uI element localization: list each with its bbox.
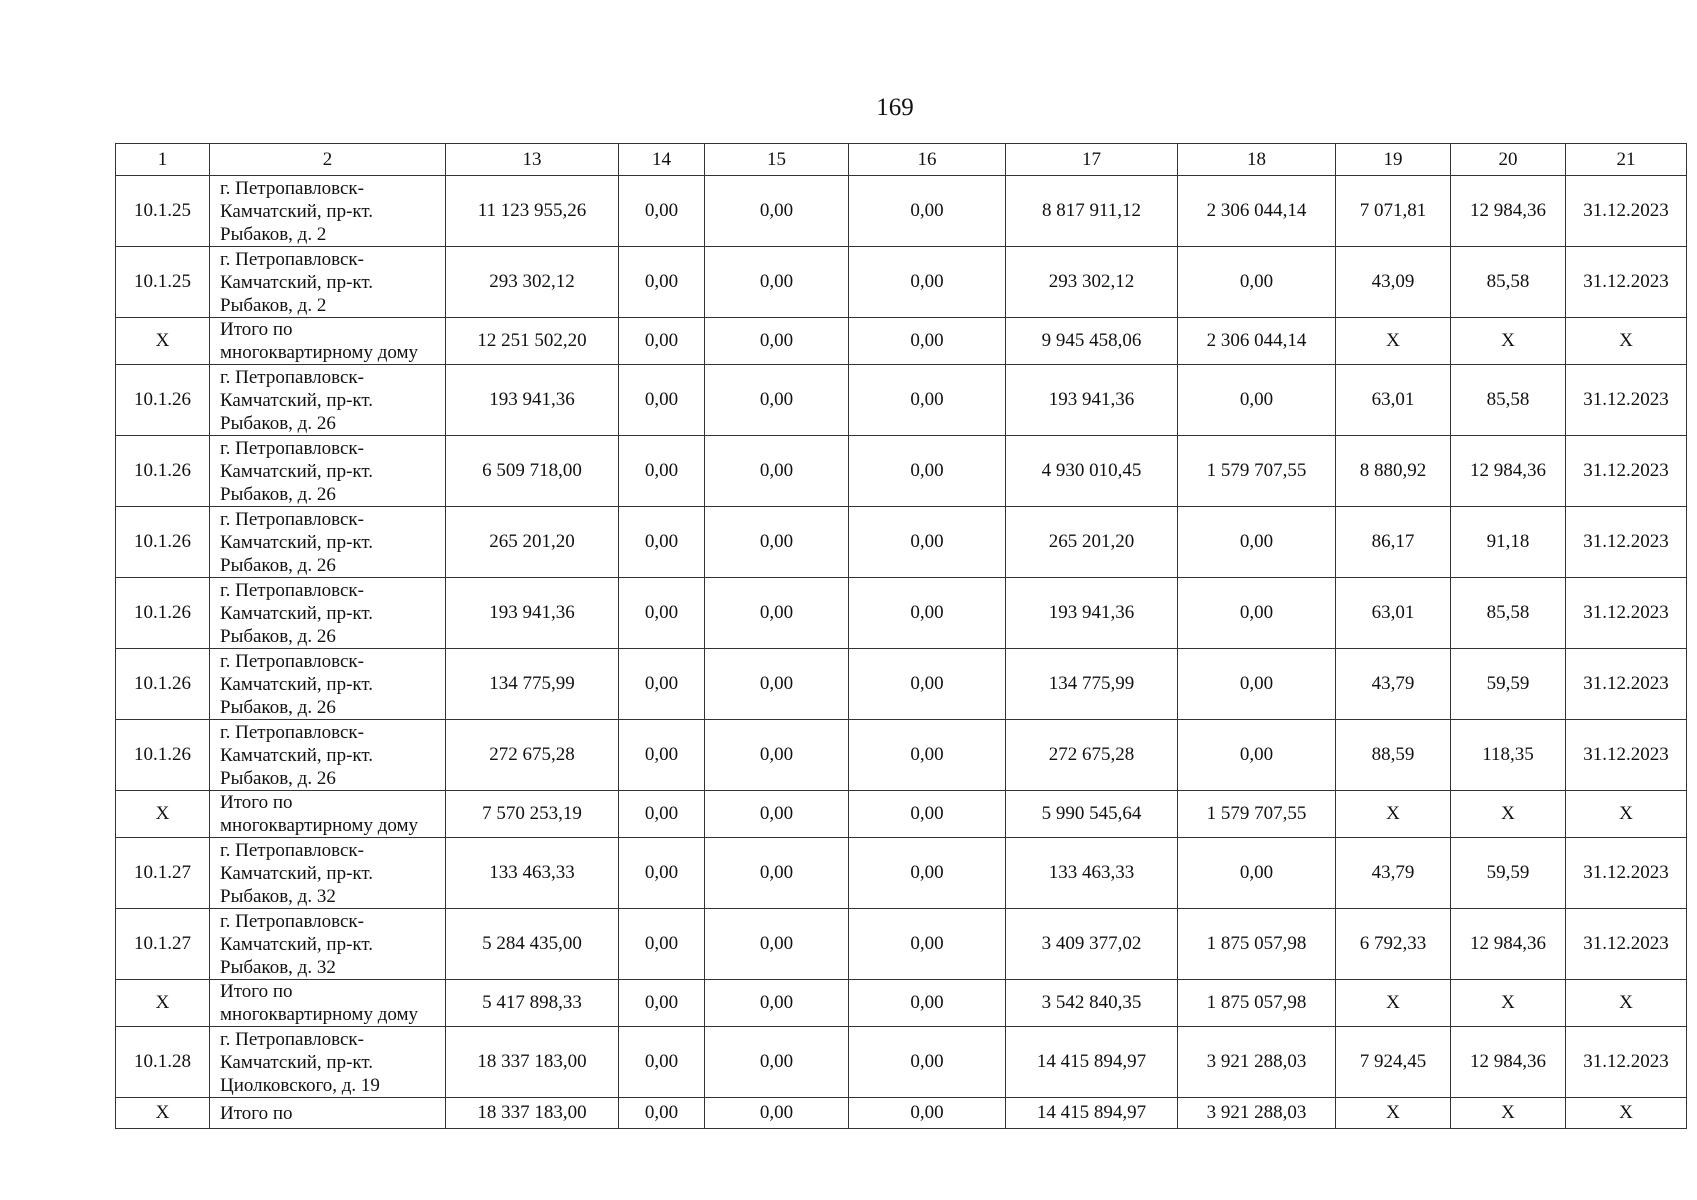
table-cell: 59,59 (1451, 838, 1566, 909)
table-cell: 0,00 (1178, 649, 1336, 720)
table-cell: 85,58 (1451, 578, 1566, 649)
table-row (116, 649, 1687, 720)
column-header: 14 (619, 144, 705, 176)
table-row (116, 247, 1687, 318)
table-cell: 31.12.2023 (1566, 578, 1687, 649)
table-cell: 88,59 (1336, 720, 1451, 791)
table-cell: 14 415 894,97 (1006, 1098, 1178, 1129)
table-cell: 10.1.26 (116, 649, 210, 720)
column-header: 21 (1566, 144, 1687, 176)
table-cell: 0,00 (619, 318, 705, 365)
table-cell: 133 463,33 (1006, 838, 1178, 909)
total-row (116, 980, 1687, 1027)
column-header: 19 (1336, 144, 1451, 176)
table-cell: 193 941,36 (1006, 578, 1178, 649)
table-cell: 10.1.27 (116, 909, 210, 980)
table-cell: 0,00 (849, 365, 1006, 436)
table-cell: 31.12.2023 (1566, 176, 1687, 247)
total-row (116, 1098, 1687, 1129)
table-cell: 11 123 955,26 (446, 176, 619, 247)
table-cell: 43,09 (1336, 247, 1451, 318)
table-row (116, 838, 1687, 909)
table-cell: 10.1.26 (116, 507, 210, 578)
table-cell: 0,00 (849, 649, 1006, 720)
table-row (116, 507, 1687, 578)
table-row (116, 578, 1687, 649)
table-cell: 0,00 (705, 720, 849, 791)
table-cell: 12 984,36 (1451, 1027, 1566, 1098)
table-cell: 193 941,36 (446, 365, 619, 436)
table-cell: 293 302,12 (1006, 247, 1178, 318)
address-cell: г. Петропавловск- Камчатский, пр-кт. Рыбаков, д. 26 (210, 578, 446, 649)
table-cell: 0,00 (705, 838, 849, 909)
table-cell: 10.1.26 (116, 720, 210, 791)
table-cell: 0,00 (705, 649, 849, 720)
table-cell: 0,00 (849, 720, 1006, 791)
table-cell: 63,01 (1336, 365, 1451, 436)
table-cell: 0,00 (619, 1098, 705, 1129)
table-cell: 0,00 (619, 507, 705, 578)
table-row (116, 720, 1687, 791)
table-cell: 31.12.2023 (1566, 649, 1687, 720)
table-row (116, 365, 1687, 436)
table-row (116, 909, 1687, 980)
table-cell: 59,59 (1451, 649, 1566, 720)
page-number: 169 (876, 94, 914, 121)
table-cell: 12 984,36 (1451, 436, 1566, 507)
table-cell: 10.1.28 (116, 1027, 210, 1098)
table-cell: Х (116, 791, 210, 838)
table-cell: Х (1336, 1098, 1451, 1129)
column-header: 16 (849, 144, 1006, 176)
table-cell: 193 941,36 (1006, 365, 1178, 436)
table-cell: Х (1566, 1098, 1687, 1129)
column-header: 18 (1178, 144, 1336, 176)
table-cell: 31.12.2023 (1566, 838, 1687, 909)
table-cell: 1 579 707,55 (1178, 436, 1336, 507)
table-cell: 0,00 (705, 791, 849, 838)
table-cell: 0,00 (849, 507, 1006, 578)
table-cell: 7 071,81 (1336, 176, 1451, 247)
table-cell: 272 675,28 (446, 720, 619, 791)
table-cell: 0,00 (849, 909, 1006, 980)
total-row (116, 791, 1687, 838)
table-cell: 31.12.2023 (1566, 720, 1687, 791)
table-cell: 2 306 044,14 (1178, 318, 1336, 365)
table-cell: Х (1451, 980, 1566, 1027)
table-cell: 31.12.2023 (1566, 247, 1687, 318)
table-cell: 1 875 057,98 (1178, 909, 1336, 980)
table-cell: 7 570 253,19 (446, 791, 619, 838)
table-cell: 134 775,99 (1006, 649, 1178, 720)
table-cell: 91,18 (1451, 507, 1566, 578)
table-cell: 12 251 502,20 (446, 318, 619, 365)
table-cell: 31.12.2023 (1566, 365, 1687, 436)
table-cell: 63,01 (1336, 578, 1451, 649)
address-cell: г. Петропавловск- Камчатский, пр-кт. Рыбаков, д. 26 (210, 507, 446, 578)
table-cell: Х (1336, 980, 1451, 1027)
table-cell: 0,00 (619, 176, 705, 247)
address-cell: г. Петропавловск- Камчатский, пр-кт. Рыбаков, д. 2 (210, 176, 446, 247)
table-cell: 7 924,45 (1336, 1027, 1451, 1098)
table-cell: 0,00 (705, 318, 849, 365)
table-cell: 3 921 288,03 (1178, 1027, 1336, 1098)
table-cell: 0,00 (849, 791, 1006, 838)
table-cell: Х (1451, 318, 1566, 365)
table-cell: 133 463,33 (446, 838, 619, 909)
table-cell: Х (1451, 1098, 1566, 1129)
table-cell: 12 984,36 (1451, 909, 1566, 980)
table-cell: 31.12.2023 (1566, 507, 1687, 578)
address-cell: Итого по (210, 1098, 446, 1129)
table-cell: 0,00 (619, 365, 705, 436)
table-cell: 3 542 840,35 (1006, 980, 1178, 1027)
table-cell: Х (1336, 318, 1451, 365)
table-cell: 134 775,99 (446, 649, 619, 720)
address-cell: Итого по многоквартирному дому (210, 791, 446, 838)
table-cell: 0,00 (619, 791, 705, 838)
table-cell: 4 930 010,45 (1006, 436, 1178, 507)
address-cell: г. Петропавловск- Камчатский, пр-кт. Рыбаков, д. 32 (210, 838, 446, 909)
table-cell: 9 945 458,06 (1006, 318, 1178, 365)
table-cell: 0,00 (619, 838, 705, 909)
table-cell: 0,00 (849, 318, 1006, 365)
table-cell: 0,00 (705, 507, 849, 578)
table-cell: 0,00 (1178, 247, 1336, 318)
table-cell: 272 675,28 (1006, 720, 1178, 791)
table-cell: 8 880,92 (1336, 436, 1451, 507)
table-cell: 2 306 044,14 (1178, 176, 1336, 247)
table-cell: 12 984,36 (1451, 176, 1566, 247)
table-cell: 18 337 183,00 (446, 1027, 619, 1098)
table-cell: 0,00 (849, 578, 1006, 649)
table-cell: 5 417 898,33 (446, 980, 619, 1027)
table-cell: 0,00 (849, 1027, 1006, 1098)
table-cell: 0,00 (705, 365, 849, 436)
column-header: 20 (1451, 144, 1566, 176)
table-cell: 118,35 (1451, 720, 1566, 791)
table-row (116, 1027, 1687, 1098)
table-cell: 0,00 (849, 247, 1006, 318)
table-cell: 0,00 (705, 1027, 849, 1098)
table-cell: 0,00 (705, 247, 849, 318)
table-cell: 265 201,20 (446, 507, 619, 578)
table-cell: 0,00 (619, 980, 705, 1027)
table-cell: 0,00 (849, 436, 1006, 507)
table-cell: 265 201,20 (1006, 507, 1178, 578)
table-row (116, 436, 1687, 507)
column-header: 1 (116, 144, 210, 176)
table-cell: 1 875 057,98 (1178, 980, 1336, 1027)
table-cell: Х (116, 1098, 210, 1129)
table-cell: 5 284 435,00 (446, 909, 619, 980)
address-cell: г. Петропавловск- Камчатский, пр-кт. Рыбаков, д. 26 (210, 649, 446, 720)
table-cell: 0,00 (1178, 720, 1336, 791)
table-cell: 0,00 (619, 436, 705, 507)
table-cell: 14 415 894,97 (1006, 1027, 1178, 1098)
table-cell: 0,00 (849, 176, 1006, 247)
address-cell: г. Петропавловск- Камчатский, пр-кт. Рыбаков, д. 26 (210, 720, 446, 791)
address-cell: г. Петропавловск- Камчатский, пр-кт. Рыбаков, д. 32 (210, 909, 446, 980)
column-header: 2 (210, 144, 446, 176)
column-header: 17 (1006, 144, 1178, 176)
table-cell: 0,00 (619, 720, 705, 791)
table-cell: 193 941,36 (446, 578, 619, 649)
table-cell: 3 409 377,02 (1006, 909, 1178, 980)
table-cell: 10.1.26 (116, 436, 210, 507)
table-cell: 0,00 (705, 578, 849, 649)
table-cell: 0,00 (619, 247, 705, 318)
table-cell: Х (1566, 791, 1687, 838)
table-cell: Х (1566, 980, 1687, 1027)
table-cell: 0,00 (705, 1098, 849, 1129)
table-cell: 10.1.26 (116, 365, 210, 436)
table-cell: 0,00 (705, 909, 849, 980)
table-cell: 10.1.25 (116, 247, 210, 318)
table-cell: 0,00 (1178, 365, 1336, 436)
table-cell: 3 921 288,03 (1178, 1098, 1336, 1129)
table-cell: 6 792,33 (1336, 909, 1451, 980)
table-cell: 0,00 (849, 838, 1006, 909)
address-cell: г. Петропавловск- Камчатский, пр-кт. Рыбаков, д. 26 (210, 365, 446, 436)
table-cell: 31.12.2023 (1566, 1027, 1687, 1098)
table-cell: 86,17 (1336, 507, 1451, 578)
table-cell: 293 302,12 (446, 247, 619, 318)
total-row (116, 318, 1687, 365)
data-table (115, 143, 1687, 1129)
address-cell: г. Петропавловск- Камчатский, пр-кт. Рыбаков, д. 26 (210, 436, 446, 507)
table-cell: 31.12.2023 (1566, 909, 1687, 980)
table-cell: 0,00 (1178, 507, 1336, 578)
table-cell: 0,00 (705, 436, 849, 507)
table-cell: 0,00 (1178, 578, 1336, 649)
table-cell: 10.1.25 (116, 176, 210, 247)
table-row (116, 176, 1687, 247)
column-header: 13 (446, 144, 619, 176)
table-cell: 1 579 707,55 (1178, 791, 1336, 838)
table-cell: 5 990 545,64 (1006, 791, 1178, 838)
table-cell: 0,00 (705, 980, 849, 1027)
address-cell: Итого по многоквартирному дому (210, 980, 446, 1027)
table-cell: 0,00 (705, 176, 849, 247)
table-cell: 10.1.27 (116, 838, 210, 909)
table-cell: 0,00 (619, 649, 705, 720)
address-cell: г. Петропавловск- Камчатский, пр-кт. Рыбаков, д. 2 (210, 247, 446, 318)
table-cell: 10.1.26 (116, 578, 210, 649)
table-cell: Х (1566, 318, 1687, 365)
table-cell: 43,79 (1336, 838, 1451, 909)
address-cell: г. Петропавловск- Камчатский, пр-кт. Циолковского, д. 19 (210, 1027, 446, 1098)
table-cell: 0,00 (1178, 838, 1336, 909)
table-cell: 85,58 (1451, 247, 1566, 318)
table-cell: 0,00 (619, 578, 705, 649)
table-cell: 0,00 (849, 1098, 1006, 1129)
table-cell: 0,00 (619, 909, 705, 980)
address-cell: Итого по многоквартирному дому (210, 318, 446, 365)
table-cell: 31.12.2023 (1566, 436, 1687, 507)
table-cell: 85,58 (1451, 365, 1566, 436)
table-cell: 18 337 183,00 (446, 1098, 619, 1129)
table-header-row (116, 144, 1687, 176)
table-cell: Х (1336, 791, 1451, 838)
column-header: 15 (705, 144, 849, 176)
table-cell: Х (116, 980, 210, 1027)
table-cell: 0,00 (849, 980, 1006, 1027)
table-cell: 6 509 718,00 (446, 436, 619, 507)
table-cell: 8 817 911,12 (1006, 176, 1178, 247)
table-cell: Х (116, 318, 210, 365)
table-cell: 0,00 (619, 1027, 705, 1098)
table-cell: 43,79 (1336, 649, 1451, 720)
table-cell: Х (1451, 791, 1566, 838)
